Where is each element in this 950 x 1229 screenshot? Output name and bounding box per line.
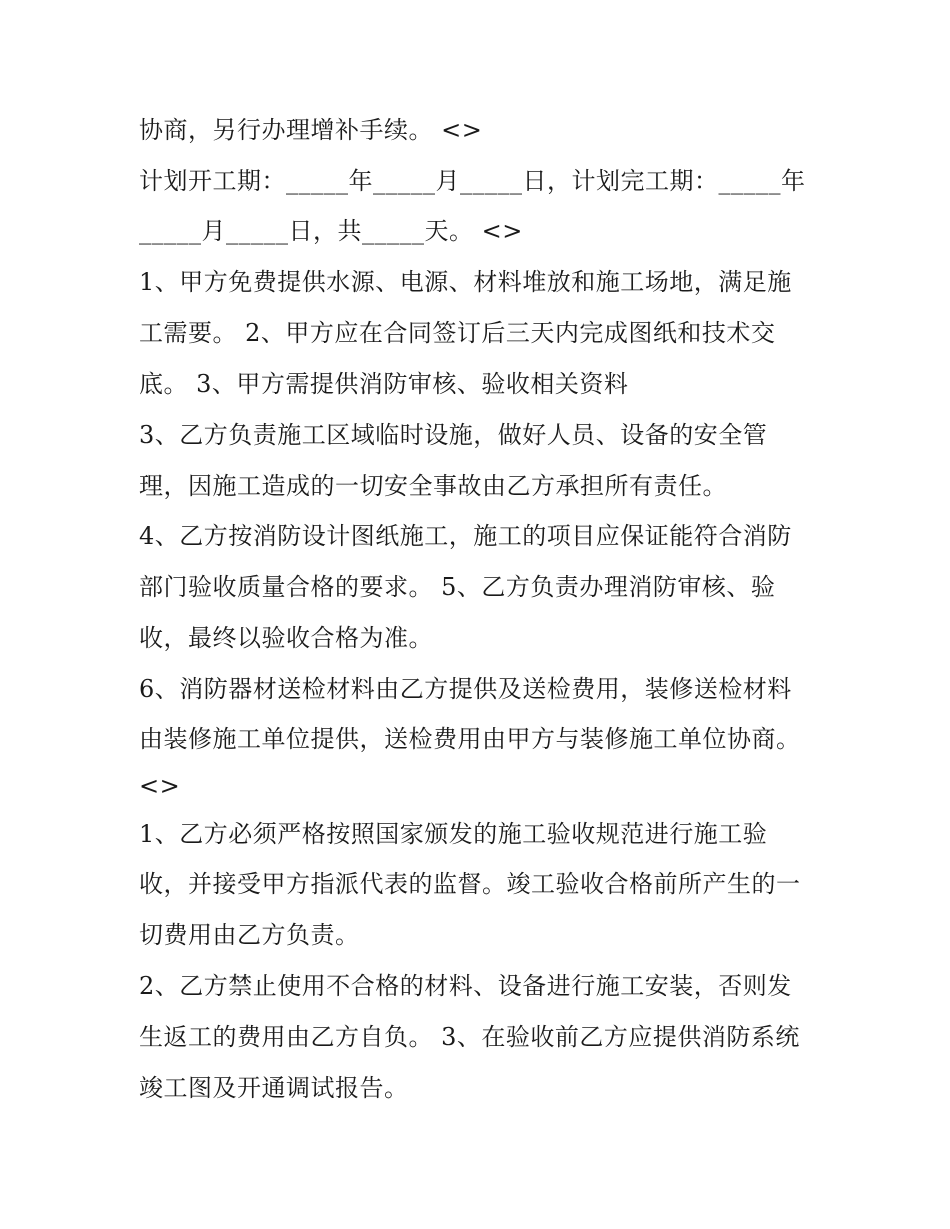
text-line: 3、乙方负责施工区域临时设施，做好人员、设备的安全管 [139, 421, 768, 449]
text-line: 6、消防器材送检材料由乙方提供及送检费用，装修送检材料 [139, 675, 792, 703]
text-line: 收，并接受甲方指派代表的监督。竣工验收合格前所产生的一 [139, 870, 801, 898]
text-line: 理，因施工造成的一切安全事故由乙方承担所有责任。 [139, 472, 727, 500]
text-line: 竣工图及开通调试报告。 [139, 1074, 409, 1102]
text-line: 4、乙方按消防设计图纸施工，施工的项目应保证能符合消防 [139, 522, 792, 550]
text-line: 工需要。 2、甲方应在合同签订后三天内完成图纸和技术交 [139, 319, 776, 347]
text-line: 1、乙方必须严格按照国家颁发的施工验收规范进行施工验 [139, 820, 768, 848]
text-line: 切费用由乙方负责。 [139, 921, 360, 949]
text-line: 由装修施工单位提供，送检费用由甲方与装修施工单位协商。 [139, 725, 801, 753]
text-line: 部门验收质量合格的要求。 5、乙方负责办理消防审核、验 [139, 573, 776, 601]
text-line: 2、乙方禁止使用不合格的材料、设备进行施工安装，否则发 [139, 972, 792, 1000]
text-line: 生返工的费用由乙方自负。 3、在验收前乙方应提供消防系统 [139, 1023, 800, 1051]
text-line: 计划开工期：_____年_____月_____日，计划完工期：_____年 [139, 167, 806, 195]
text-line: 协商，另行办理增补手续。 <> [139, 116, 483, 144]
text-line: 底。 3、甲方需提供消防审核、验收相关资料 [139, 370, 629, 398]
text-line: 收，最终以验收合格为准。 [139, 624, 433, 652]
text-line: 1、甲方免费提供水源、电源、材料堆放和施工场地，满足施 [139, 268, 792, 296]
text-line: <> [139, 772, 181, 800]
text-line: _____月_____日，共_____天。 <> [139, 217, 523, 245]
